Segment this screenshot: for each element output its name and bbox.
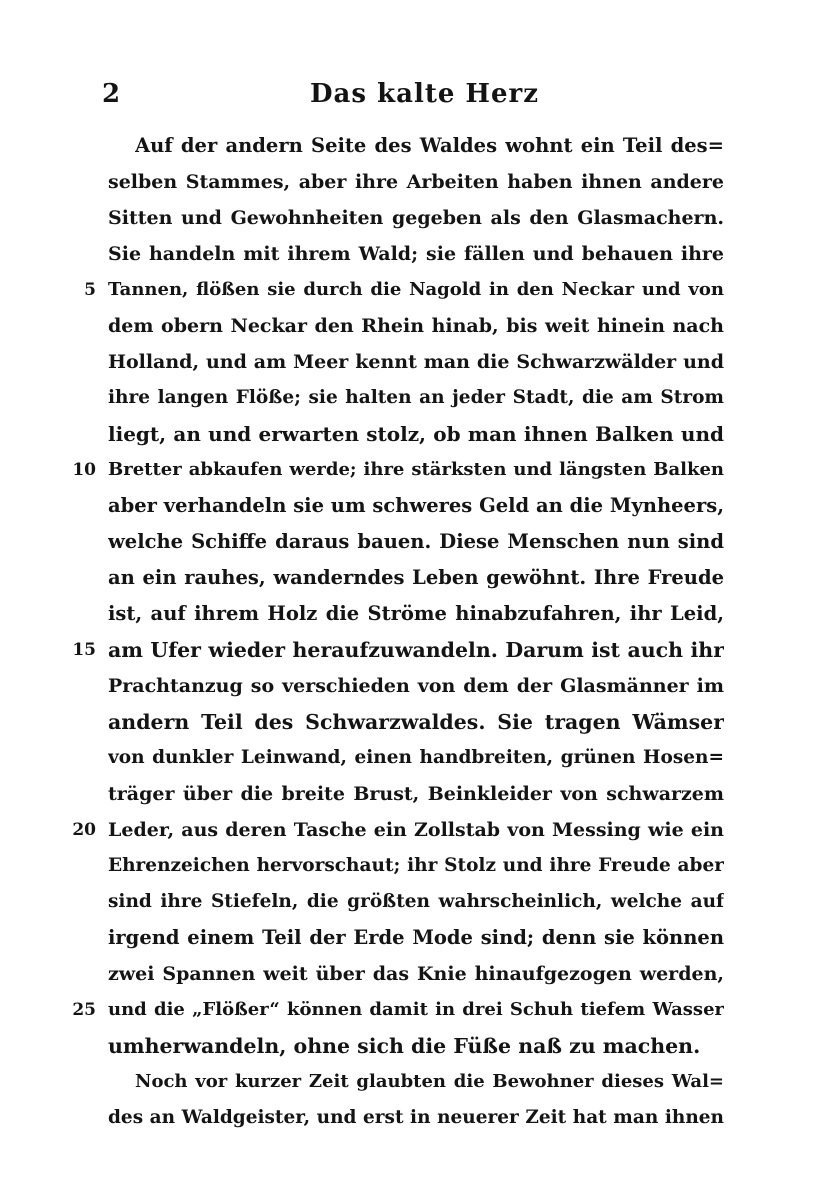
line-text: von dunkler Leinwand, einen handbreiten, grünen Hosen= (108, 747, 724, 768)
text-line (0, 488, 840, 524)
line-text: umherwandeln, ohne sich die Füße naß zu machen. (108, 1034, 701, 1058)
text-line (0, 1028, 840, 1064)
text-line (0, 308, 840, 344)
text-line (0, 956, 840, 992)
line-text: Sitten und Gewohnheiten gegeben als den Glasmachern. (108, 207, 724, 229)
line-text: Noch vor kurzer Zeit glaubten die Bewohner dieses Wal= (135, 1071, 724, 1092)
line-text: irgend einem Teil der Erde Mode sind; denn sie können (108, 926, 724, 949)
page-header (0, 74, 840, 114)
text-line (0, 380, 840, 416)
text-line (0, 524, 840, 560)
line-text: liegt, an und erwarten stolz, ob man ihnen Balken und (108, 422, 724, 446)
line-text: Holland, und am Meer kennt man die Schwarzwälder und (108, 351, 724, 373)
text-line (0, 632, 840, 668)
text-line (0, 1064, 840, 1100)
line-text: und die „Flößer“ können damit in drei Schuh tiefem Wasser (108, 999, 724, 1020)
text-line (0, 776, 840, 812)
text-line (0, 128, 840, 164)
text-line (0, 200, 840, 236)
line-number: 20 (72, 820, 96, 840)
line-text: Prachtanzug so verschieden von dem der Glasmänner im (108, 675, 724, 697)
text-line (0, 164, 840, 200)
text-line (0, 884, 840, 920)
line-number: 5 (84, 280, 96, 300)
line-text: Tannen, flößen sie durch die Nagold in den Neckar und von (108, 279, 724, 300)
text-line (0, 920, 840, 956)
text-line (0, 704, 840, 740)
line-text: Leder, aus deren Tasche ein Zollstab von Messing wie ein (108, 819, 724, 841)
text-line (0, 992, 840, 1028)
page-number: 2 (102, 79, 121, 109)
line-text: dem obern Neckar den Rhein hinab, bis weit hinein nach (108, 315, 724, 337)
text-line (0, 596, 840, 632)
line-text: andern Teil des Schwarzwaldes. Sie tragen Wämser (108, 710, 724, 734)
line-text: ist, auf ihrem Holz die Ströme hinabzufahren, ihr Leid, (108, 602, 724, 625)
text-line (0, 344, 840, 380)
text-line (0, 272, 840, 308)
line-text: aber verhandeln sie um schweres Geld an die Mynheers, (108, 494, 724, 517)
line-number: 10 (72, 460, 96, 480)
text-line (0, 812, 840, 848)
line-text: Ehrenzeichen hervorschaut; ihr Stolz und ihre Freude aber (108, 855, 724, 876)
line-text: Sie handeln mit ihrem Wald; sie fällen und behauen ihre (108, 243, 724, 265)
running-title: Das kalte Herz (310, 79, 539, 109)
text-line (0, 236, 840, 272)
body-text (0, 128, 840, 1136)
text-line (0, 848, 840, 884)
line-text: des an Waldgeister, und erst in neuerer Zeit hat man ihnen (108, 1107, 724, 1128)
line-text: selben Stammes, aber ihre Arbeiten haben ihnen andere (108, 171, 724, 193)
text-line (0, 416, 840, 452)
line-text: zwei Spannen weit über das Knie hinaufgezogen werden, (108, 963, 724, 985)
text-line (0, 668, 840, 704)
text-line (0, 740, 840, 776)
line-text: welche Schiffe daraus bauen. Diese Menschen nun sind (108, 530, 724, 553)
line-text: träger über die breite Brust, Beinkleider von schwarzem (108, 783, 724, 805)
line-text: Bretter abkaufen werde; ihre stärksten und längsten Balken (108, 459, 724, 480)
line-text: an ein rauhes, wanderndes Leben gewöhnt. Ihre Freude (108, 566, 724, 589)
line-number: 25 (72, 1000, 96, 1020)
line-number: 15 (72, 640, 96, 660)
text-line (0, 452, 840, 488)
line-text: am Ufer wieder heraufzuwandeln. Darum ist auch ihr (108, 638, 724, 662)
line-text: ihre langen Flöße; sie halten an jeder Stadt, die am Strom (108, 387, 724, 408)
text-line (0, 560, 840, 596)
line-text: sind ihre Stiefeln, die größten wahrscheinlich, welche auf (108, 891, 724, 912)
line-text: Auf der andern Seite des Waldes wohnt ein Teil des= (135, 134, 724, 157)
text-line (0, 1100, 840, 1136)
